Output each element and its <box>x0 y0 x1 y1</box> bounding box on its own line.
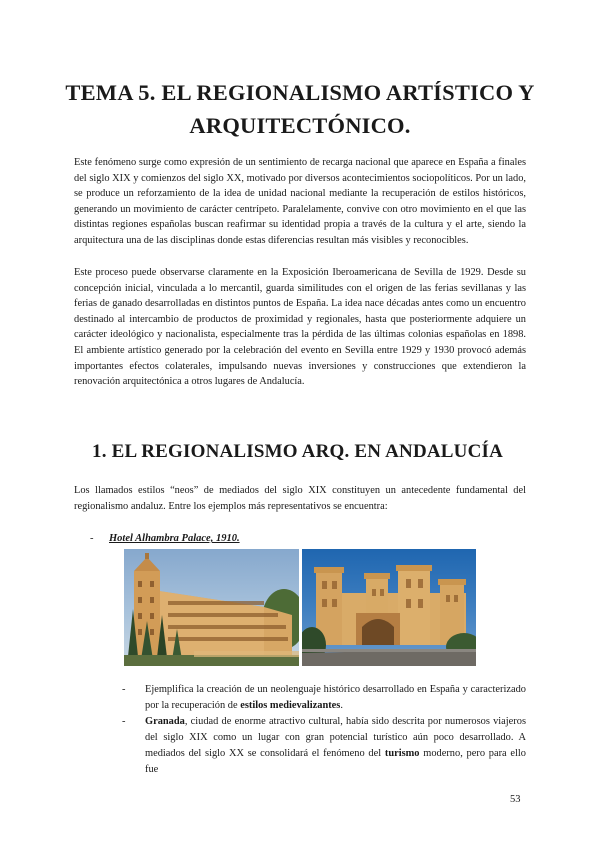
list-dash: - <box>90 533 94 544</box>
list-emphasis: estilos medievalizantes <box>240 700 341 711</box>
list-text: , ciudad de enorme atractivo cultural, había sido descrita por numerosos viajeros del siglo XIX como un lugar con gran potencial turístico aún poco desarrollado. A mediados del siglo XX se consolidará el fenómeno del <box>145 716 526 759</box>
list-lead: Granada <box>145 716 185 727</box>
list-text-end: . <box>340 700 343 711</box>
list-emphasis: turismo <box>384 748 420 759</box>
intro-paragraph-2: Este proceso puede observarse claramente en la Exposición Iberoamericana de Sevilla de 1929. Desde su concepción inicial, vinculada a lo mercantil, guarda similitudes con el origen de las ferias sevillanas y las ferias de ganado desarrolladas en distintos puntos de España. La idea nace décadas antes como un encuentro destinado al intercambio de productos de proximidad y regionales, hasta que posteriormente adquiere un carácter ideológico y nacionalista, especialmente tras la pérdida de las últimas colonias españolas en 1898. El ambiente artístico generado por la celebración del evento en Sevilla entre 1929 y 1930 provocó además importantes efectos colaterales, impulsando nuevas inversiones y construcciones que extendieron la renovación arquitectónica a otros lugares de Andalucía. <box>74 267 526 388</box>
characteristics-list <box>122 682 526 778</box>
page-number: 53 <box>510 794 521 805</box>
list-item <box>122 714 526 778</box>
list-text: Ejemplifica la creación de un neolenguaje histórico desarrollado en España y caracterizado por la recuperación de <box>145 684 526 711</box>
hotel-towers-illustration <box>302 549 476 666</box>
list-dash: - <box>122 716 126 727</box>
list-dash: - <box>122 684 126 695</box>
list-item <box>122 682 526 714</box>
hotel-photo-facade <box>124 549 299 666</box>
intro-paragraph-1: Este fenómeno surge como expresión de un sentimiento de recarga nacional que aparece en España a finales del siglo XIX y comienzos del siglo XX, motivado por diversos acontecimientos sociopolíticos. Por un lado, se produce un reforzamiento de la idea de unidad nacional mediante la recuperación de estilos históricos, generando un movimiento de carácter centrípeto. Paralelamente, convive con otro movimiento en el que las distintas regiones españolas buscan reafirmar su identidad propia a través de la cultura y el arte, siendo la arquitectura una de las disciplinas donde estas diferencias resultan más visibles y reconocibles. <box>74 157 526 246</box>
hotel-facade-illustration <box>124 549 299 666</box>
section-paragraph: Los llamados estilos “neos” de mediados del siglo XIX constituyen un antecedente fundamental del regionalismo andaluz. Entre los ejemplos más representativos se encuentra: <box>74 485 526 512</box>
example-title: Hotel Alhambra Palace, 1910. <box>109 533 240 544</box>
page-title: TEMA 5. EL REGIONALISMO ARTÍSTICO Y ARQUITECTÓNICO. <box>65 80 535 138</box>
section-heading: 1. EL REGIONALISMO ARQ. EN ANDALUCÍA <box>92 441 504 462</box>
list-text-end: moderno, pero para ello fue <box>145 748 526 775</box>
hotel-photo-towers <box>302 549 476 666</box>
